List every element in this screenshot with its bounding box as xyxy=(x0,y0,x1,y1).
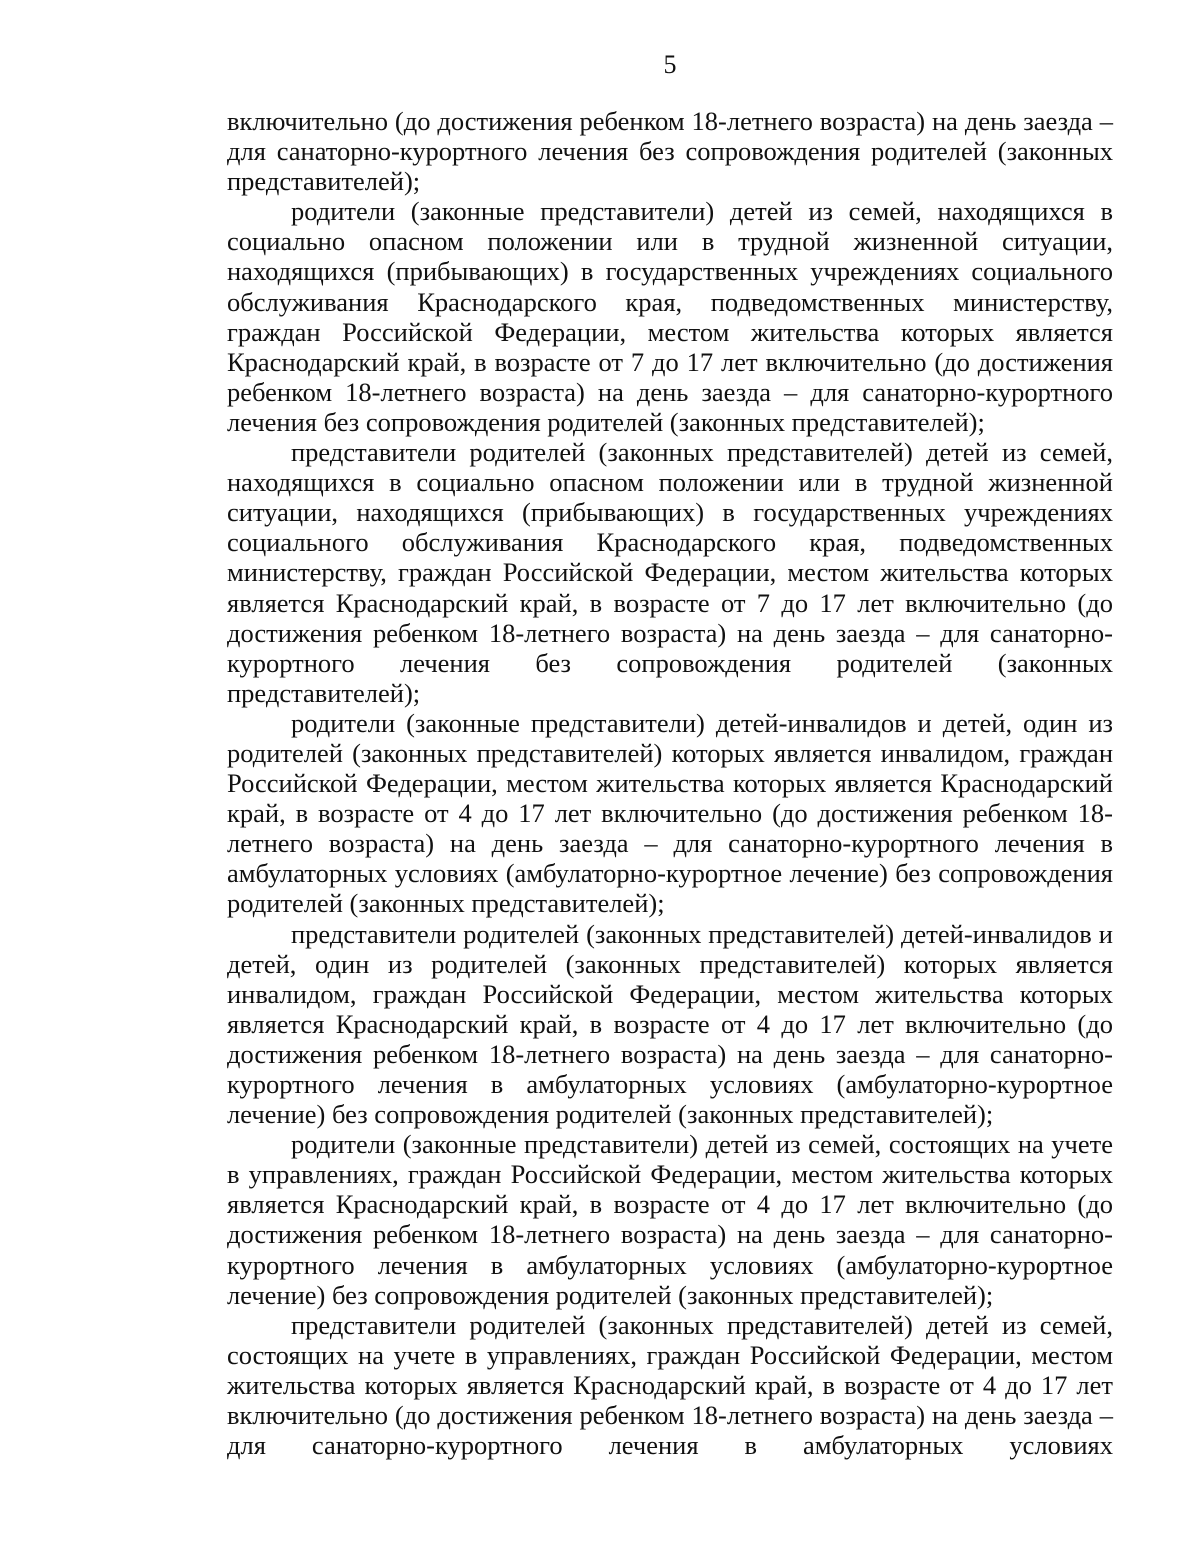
paragraph: представители родителей (законных представителей) детей из семей, находящихся в социально опасном положении или в трудной жизненной ситуации, находящихся (прибывающих) в государственных учреждениях социального обслуживания Краснодарского края, подведомственных министерству, граждан Российской Федерации, местом жительства которых является Краснодарский край, в возрасте от 7 до 17 лет включительно (до достижения ребенком 18-летнего возраста) на день заезда – для санаторно-курортного лечения без сопровождения родителей (законных представителей); xyxy=(227,437,1113,708)
document-body xyxy=(227,106,1113,1460)
paragraph: представители родителей (законных представителей) детей из семей, состоящих на учете в управлениях, граждан Российской Федерации, местом жительства которых является Краснодарский край, в возрасте от 4 до 17 лет включительно (до достижения ребенком 18-летнего возраста) на день заезда – для санаторно-курортного лечения в амбулаторных условиях xyxy=(227,1309,1113,1461)
paragraph: включительно (до достижения ребенком 18-летнего возраста) на день заезда – для санаторно-курортного лечения без сопровождения родителей (законных представителей); xyxy=(227,106,1113,197)
paragraph: представители родителей (законных представителей) детей-инвалидов и детей, один из родителей (законных представителей) которых является инвалидом, граждан Российской Федерации, местом жительства которых является Краснодарский край, в возрасте от 4 до 17 лет включительно (до достижения ребенком 18-летнего возраста) на день заезда – для санаторно-курортного лечения в амбулаторных условиях (амбулаторно-курортное лечение) без сопровождения родителей (законных представителей); xyxy=(227,918,1113,1130)
paragraph: родители (законные представители) детей-инвалидов и детей, один из родителей (законных представителей) которых является инвалидом, граждан Российской Федерации, местом жительства которых является Краснодарский край, в возрасте от 4 до 17 лет включительно (до достижения ребенком 18-летнего возраста) на день заезда – для санаторно-курортного лечения в амбулаторных условиях (амбулаторно-курортное лечение) без сопровождения родителей (законных представителей); xyxy=(227,707,1113,919)
paragraph: родители (законные представители) детей из семей, состоящих на учете в управлениях, граждан Российской Федерации, местом жительства которых является Краснодарский край, в возрасте от 4 до 17 лет включительно (до достижения ребенком 18-летнего возраста) на день заезда – для санаторно-курортного лечения в амбулаторных условиях (амбулаторно-курортное лечение) без сопровождения родителей (законных представителей); xyxy=(227,1129,1113,1310)
page-number: 5 xyxy=(663,50,677,79)
paragraph: родители (законные представители) детей из семей, находящихся в социально опасном положении или в трудной жизненной ситуации, находящихся (прибывающих) в государственных учреждениях социального обслуживания Краснодарского края, подведомственных министерству, граждан Российской Федерации, местом жительства которых является Краснодарский край, в возрасте от 7 до 17 лет включительно (до достижения ребенком 18-летнего возраста) на день заезда – для санаторно-курортного лечения без сопровождения родителей (законных представителей); xyxy=(227,196,1113,437)
